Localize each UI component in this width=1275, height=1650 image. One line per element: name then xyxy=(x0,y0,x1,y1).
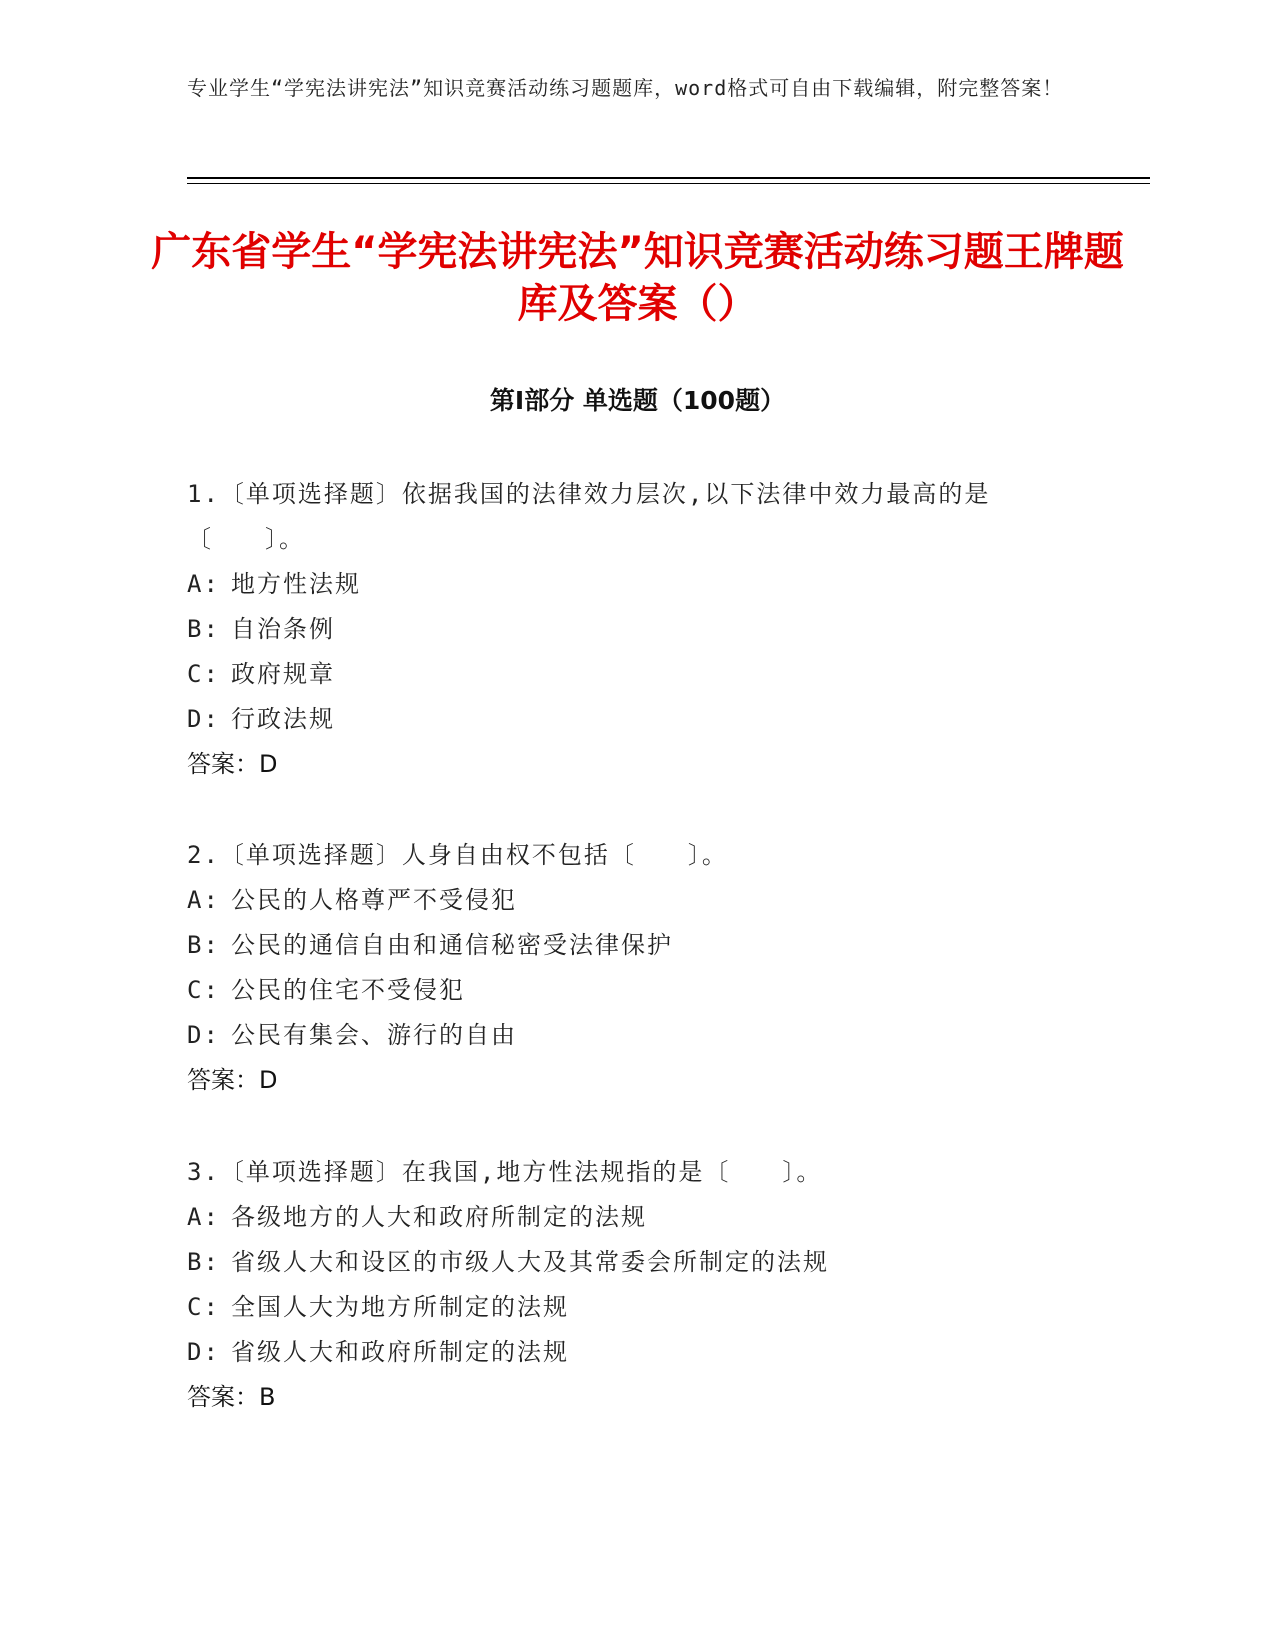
question-block xyxy=(187,1150,1077,1420)
option-d xyxy=(187,1013,1077,1058)
answer-line: 答案：D xyxy=(187,1066,278,1094)
option-d xyxy=(187,1330,1077,1375)
answer-line: 答案：D xyxy=(187,750,278,778)
option-key: D: xyxy=(187,1338,220,1366)
header-rule-thin xyxy=(187,183,1150,184)
option-text: 省级人大和设区的市级人大及其常委会所制定的法规 xyxy=(231,1248,829,1276)
option-text: 公民的人格尊严不受侵犯 xyxy=(231,886,517,914)
option-b xyxy=(187,923,1077,968)
question-stem: 3.〔单项选择题〕在我国,地方性法规指的是〔 〕。 xyxy=(187,1158,823,1186)
option-key: C: xyxy=(187,976,220,1004)
option-text: 各级地方的人大和政府所制定的法规 xyxy=(231,1203,647,1231)
option-key: B: xyxy=(187,615,220,643)
option-key: B: xyxy=(187,1248,220,1276)
option-key: D: xyxy=(187,705,220,733)
option-c xyxy=(187,968,1077,1013)
answer-line: 答案：B xyxy=(187,1383,276,1411)
option-text: 地方性法规 xyxy=(231,570,361,598)
option-text: 政府规章 xyxy=(231,660,335,688)
option-key: C: xyxy=(187,1293,220,1321)
option-key: A: xyxy=(187,1203,220,1231)
option-key: D: xyxy=(187,1021,220,1049)
option-d xyxy=(187,697,1077,742)
question-block xyxy=(187,472,1077,787)
option-text: 全国人大为地方所制定的法规 xyxy=(231,1293,569,1321)
option-text: 公民有集会、游行的自由 xyxy=(231,1021,517,1049)
option-key: C: xyxy=(187,660,220,688)
option-key: A: xyxy=(187,886,220,914)
question-stem: 1.〔单项选择题〕依据我国的法律效力层次,以下法律中效力最高的是〔 〕。 xyxy=(187,480,991,553)
option-a xyxy=(187,562,1077,607)
question-stem: 2.〔单项选择题〕人身自由权不包括〔 〕。 xyxy=(187,841,728,869)
option-a xyxy=(187,878,1077,923)
document-title: 广东省学生“学宪法讲宪法”知识竞赛活动练习题王牌题库及答案（） xyxy=(151,229,1124,327)
option-a xyxy=(187,1195,1077,1240)
option-c xyxy=(187,652,1077,697)
option-text: 省级人大和政府所制定的法规 xyxy=(231,1338,569,1366)
option-text: 自治条例 xyxy=(231,615,335,643)
question-block xyxy=(187,833,1077,1103)
option-text: 公民的通信自由和通信秘密受法律保护 xyxy=(231,931,673,959)
option-text: 行政法规 xyxy=(231,705,335,733)
section-heading: 第Ⅰ部分 单选题（100题） xyxy=(489,386,786,415)
option-b xyxy=(187,1240,1077,1285)
option-b xyxy=(187,607,1077,652)
header-note: 专业学生“学宪法讲宪法”知识竞赛活动练习题题库，word格式可自由下载编辑，附完整答案！ xyxy=(187,76,1064,100)
option-c xyxy=(187,1285,1077,1330)
option-text: 公民的住宅不受侵犯 xyxy=(231,976,465,1004)
option-key: B: xyxy=(187,931,220,959)
option-key: A: xyxy=(187,570,220,598)
header-rule-thick xyxy=(187,177,1150,179)
